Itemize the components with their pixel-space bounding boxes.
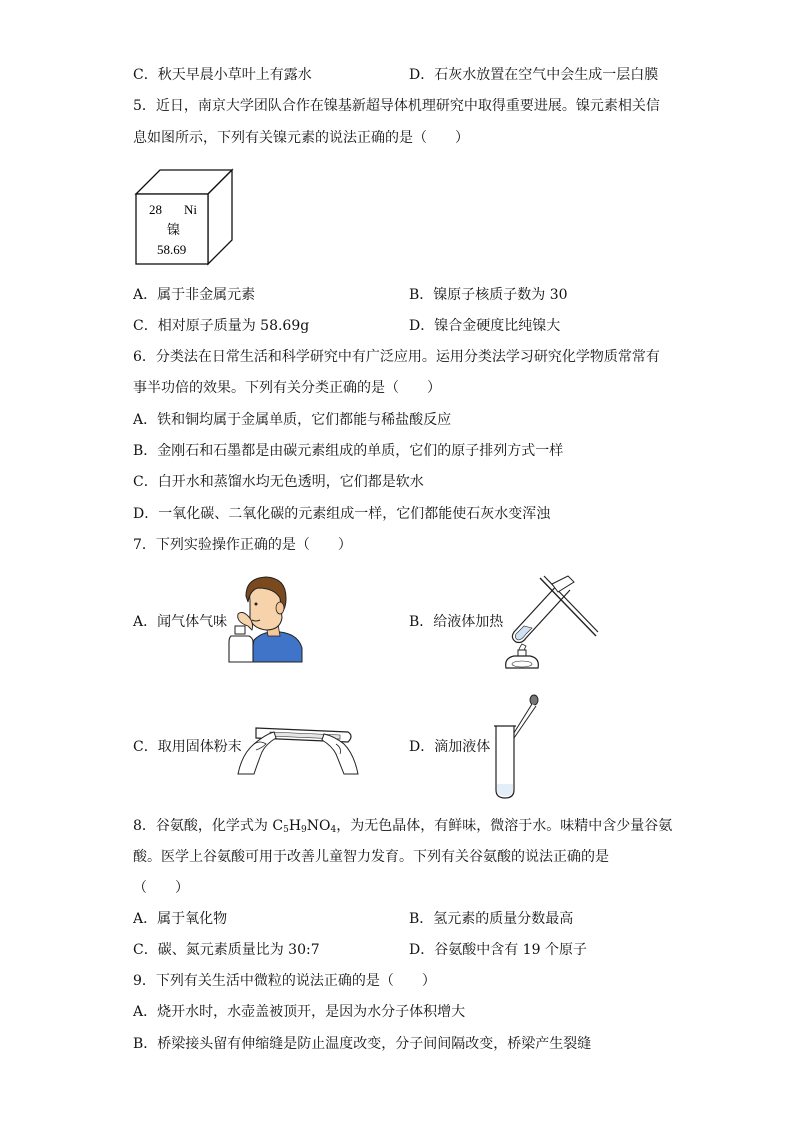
q8-option-a: A．属于氧化物	[133, 911, 228, 927]
q9-stem-line1: 9．下列有关生活中微粒的说法正确的是（ ）	[133, 973, 436, 989]
q8-stem-line2: 酸。医学上谷氨酸可用于改善儿童智力发育。下列有关谷氨酸的说法正确的是	[133, 849, 609, 865]
q6-stem-line2: 事半功倍的效果。下列有关分类正确的是（ ）	[133, 380, 441, 396]
q4-option-c: C．秋天早晨小草叶上有露水	[133, 67, 312, 83]
q5-option-c: C．相对原子质量为 58.69g	[133, 318, 310, 334]
q6-stem-line1: 6．分类法在日常生活和科学研究中有广泛应用。运用分类法学习研究化学物质常常有	[133, 349, 660, 365]
q4-option-d: D．石灰水放置在空气中会生成一层白膜	[409, 67, 659, 83]
q5-stem-line1: 5．近日，南京大学团队合作在镍基新超导体机理研究中取得重要进展。镍元素相关信	[133, 98, 660, 114]
nickel-element-tile	[136, 170, 236, 266]
q6-option-c: C．白开水和蒸馏水均无色透明，它们都是软水	[133, 474, 424, 490]
q6-option-b: B．金刚石和石墨都是由碳元素组成的单质，它们的原子排列方式一样	[133, 443, 564, 459]
q5-option-d: D．镍合金硬度比纯镍大	[409, 318, 561, 334]
q9-option-a: A．烧开水时，水壶盖被顶开，是因为水分子体积增大	[133, 1004, 466, 1020]
q8-option-c: C．碳、氮元素质量比为 30:7	[133, 942, 320, 958]
q7-option-b: B．给液体加热	[409, 614, 504, 630]
q6-option-d: D．一氧化碳、二氧化碳的元素组成一样，它们都能使石灰水变浑浊	[133, 506, 551, 522]
q7-option-a: A．闻气体气味	[133, 614, 228, 630]
heating-liquid-illustration	[500, 574, 600, 668]
taking-solid-powder-illustration	[236, 714, 360, 774]
tile-atomic-mass: 58.69	[157, 242, 187, 257]
smelling-gas-illustration	[228, 574, 304, 664]
q6-option-a: A．铁和铜均属于金属单质，它们都能与稀盐酸反应	[133, 412, 452, 428]
q5-stem-line2: 息如图所示，下列有关镍元素的说法正确的是（ ）	[133, 130, 469, 146]
q8-stem-line3: （ ）	[133, 880, 189, 896]
q7-option-d: D．滴加液体	[409, 739, 491, 755]
q8-option-d: D．谷氨酸中含有 19 个原子	[409, 942, 587, 958]
q8-option-b: B．氢元素的质量分数最高	[409, 911, 574, 927]
q5-option-a: A．属于非金属元素	[133, 287, 256, 303]
tile-element-name: 镍	[167, 223, 181, 238]
q9-option-b: B．桥梁接头留有伸缩缝是防止温度改变，分子间间隔改变，桥梁产生裂缝	[133, 1036, 592, 1052]
q7-stem-line1: 7．下列实验操作正确的是（ ）	[133, 537, 352, 553]
dropping-liquid-illustration	[492, 694, 542, 798]
q7-option-c: C．取用固体粉末	[133, 739, 242, 755]
tile-symbol: Ni	[184, 202, 197, 217]
q8-stem-line1: 8．谷氨酸，化学式为 $C_5H_9NO_4$，为无色晶体，有鲜味，微溶于水。味精中含少量谷氨	[133, 818, 673, 835]
q5-option-b: B．镍原子核质子数为 30	[409, 287, 568, 303]
tile-atomic-number: 28	[149, 202, 162, 217]
